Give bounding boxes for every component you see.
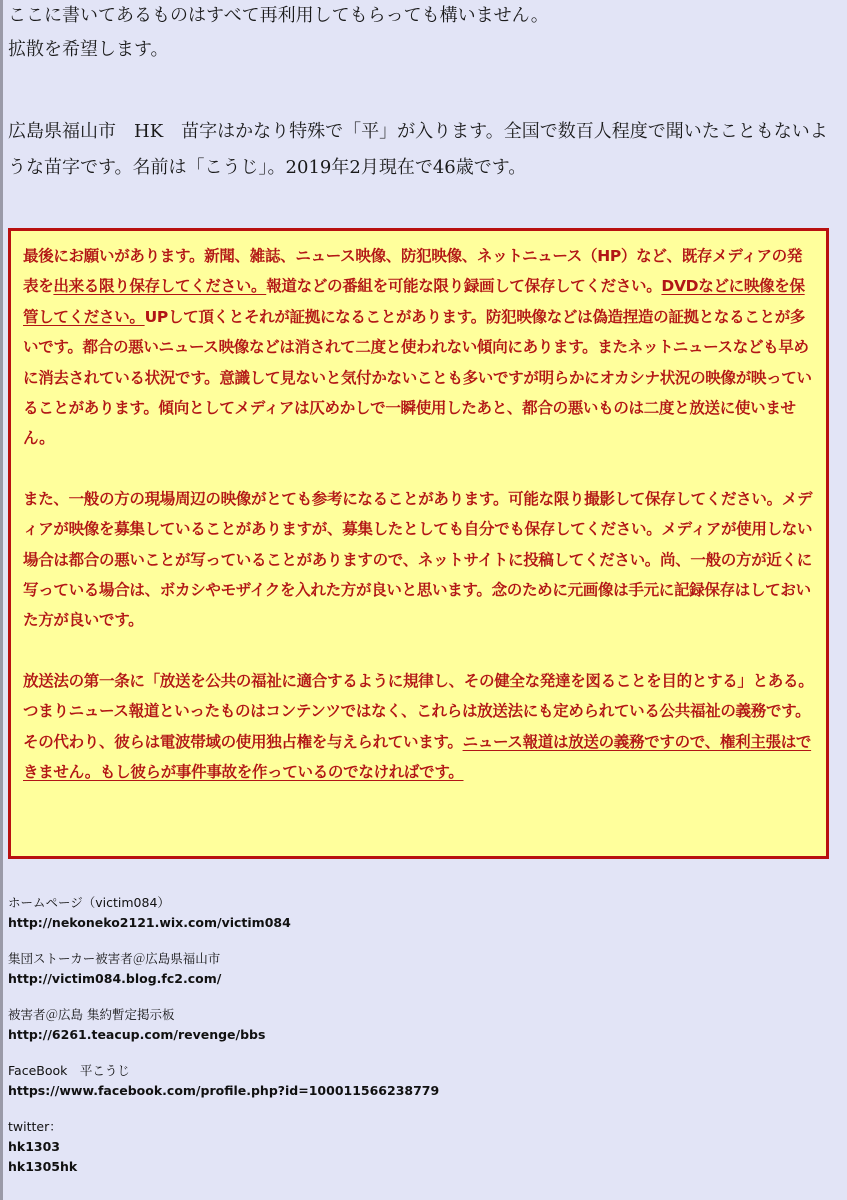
blog-group [8, 949, 439, 989]
intro-line-2: 拡散を希望します。 [8, 39, 169, 60]
twitter-account-1[interactable]: hk1303 [8, 1139, 61, 1154]
notice-underlined: 出来る限り保存してください。 [53, 277, 267, 296]
facebook-link[interactable]: https://www.facebook.com/profile.php?id=100011566238779 [8, 1083, 440, 1098]
bbs-label: 被害者＠広島 集約暫定掲示板 [8, 1007, 175, 1022]
notice-box [8, 228, 829, 859]
notice-text: UPして頂くとそれが証拠になることがあります。防犯映像などは偽造捏造の証拠となることが多いです。都合の悪いニュース映像などは消されて二度と使われない傾向にあります。またネットニュースなども早めに消去されている状況です。意識して見ないと気付かないことも多いですが明らかにオカシナ状況の映像が映っていることがあります。傾向としてメディアは仄めかしで一瞬使用したあと、都合の悪いものは二度と放送に使いません。 [23, 307, 812, 448]
blog-label: 集団ストーカー被害者＠広島県福山市 [8, 951, 221, 966]
homepage-group [8, 893, 439, 933]
notice-paragraph-2: また、一般の方の現場周辺の映像がとても参考になることがあります。可能な限り撮影して保存してください。メディアが映像を募集していることがありますが、募集したとしても自分でも保存してください。メディアが使用しない場合は都合の悪いことが写っていることがありますので、ネットサイトに投稿してください。尚、一般の方が近くに写っている場合は、ボカシやモザイクを入れた方が良いと思います。念のために元画像は手元に記録保存はしておいた方が良いです。 [23, 489, 813, 630]
facebook-group [8, 1061, 439, 1101]
notice-text: 放送法の第一条に「放送を公共の福祉に適合するように規律し、その健全な発達を図ることを目的とする」とある。つまりニュース報道といったものはコンテンツではなく、これらは放送法にも定められている公共福祉の義務です。その代わり、彼らは電波帯域の使用独占権を与えられています。 [23, 671, 814, 751]
intro-line-1: ここに書いてあるものはすべて再利用してもらっても構いません。 [8, 5, 549, 26]
notice-underlined: DVDなどに映像を保管してください。 [23, 277, 805, 326]
left-border [0, 0, 3, 1200]
bbs-link[interactable]: http://6261.teacup.com/revenge/bbs [8, 1027, 266, 1042]
notice-paragraph-1 [23, 241, 817, 454]
notice-text: 報道などの番組を可能な限り録画して保存してください。 [266, 277, 662, 296]
twitter-label: twitter： [8, 1119, 62, 1134]
notice-paragraph-3 [23, 666, 817, 788]
twitter-account-2[interactable]: hk1305hk [8, 1159, 78, 1174]
facebook-label: FaceBook 平こうじ [8, 1063, 130, 1078]
paragraph-gap [23, 454, 817, 484]
paragraph-gap [23, 636, 817, 666]
notice-text: 最後にお願いがあります。新聞、雑誌、ニュース映像、防犯映像、ネットニュース（HP）など、既存メディアの発表を [23, 247, 803, 296]
homepage-label: ホームページ（victim084） [8, 895, 170, 910]
notice-underlined: ニュース報道は放送の義務ですので、権利主張はできません。もし彼らが事件事故を作っているのでなければです。 [23, 732, 812, 782]
intro-line-3: 広島県福山市 HK 苗字はかなり特殊で「平」が入ります。全国で数百人程度で聞いたこともないような苗字です。名前は「こうじ」。2019年2月現在で46歳です。 [8, 121, 828, 178]
bbs-group [8, 1005, 439, 1045]
twitter-group [8, 1117, 439, 1177]
links-section [8, 893, 439, 1193]
homepage-link[interactable]: http://nekoneko2121.wix.com/victim084 [8, 915, 291, 930]
blog-link[interactable]: http://victim084.blog.fc2.com/ [8, 971, 222, 986]
